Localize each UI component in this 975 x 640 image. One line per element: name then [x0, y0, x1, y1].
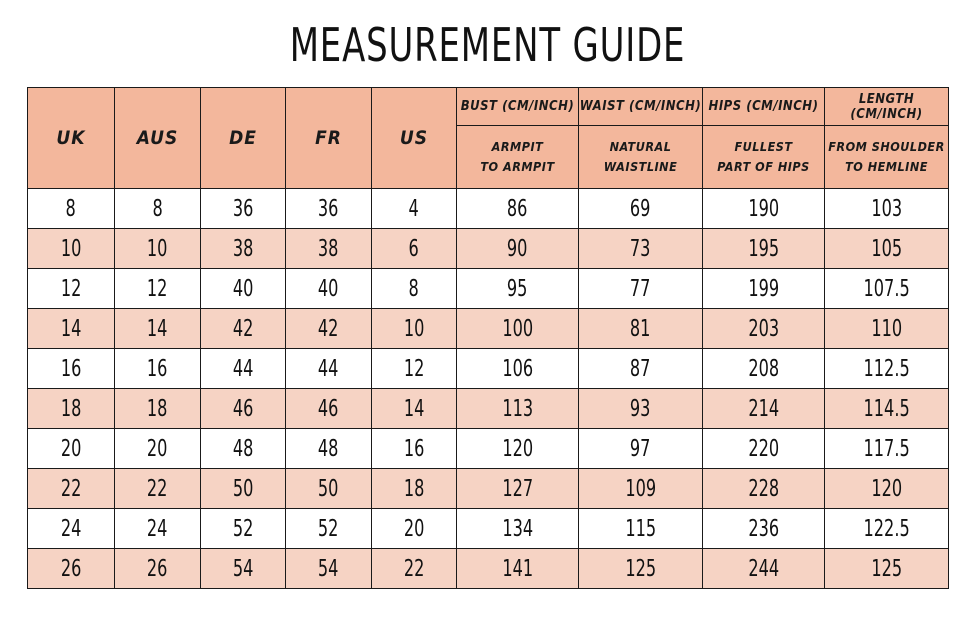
cell-value: 77 — [630, 275, 651, 302]
cell-us — [372, 229, 457, 269]
cell-length — [825, 469, 949, 509]
cell-value: 14 — [147, 315, 168, 342]
cell-value: 107.5 — [863, 275, 910, 302]
cell-value: 20 — [60, 435, 82, 462]
cell-value: 16 — [147, 355, 168, 382]
cell-de — [201, 349, 286, 389]
cell-hips — [703, 189, 825, 229]
subheader-waist-line1: NATURAL — [609, 139, 672, 155]
cell-de — [201, 549, 286, 589]
cell-fr — [286, 269, 372, 309]
cell-value: 105 — [871, 235, 902, 262]
cell-bust — [457, 349, 579, 389]
cell-value: 38 — [318, 235, 339, 262]
cell-waist — [579, 509, 703, 549]
cell-value: 120 — [502, 435, 533, 462]
cell-value: 22 — [403, 555, 425, 582]
cell-value: 22 — [60, 475, 82, 502]
cell-value: 115 — [625, 515, 656, 542]
subheader-bust-line2: TO ARMPIT — [480, 159, 555, 175]
cell-value: 52 — [232, 515, 254, 542]
cell-waist — [579, 549, 703, 589]
cell-value: 4 — [408, 195, 420, 222]
cell-hips — [703, 309, 825, 349]
cell-value: 110 — [871, 315, 902, 342]
cell-value: 125 — [625, 555, 656, 582]
cell-uk — [28, 309, 115, 349]
cell-us — [372, 509, 457, 549]
cell-uk — [28, 429, 115, 469]
cell-fr — [286, 469, 372, 509]
cell-value: 228 — [748, 475, 779, 502]
table-row — [28, 429, 949, 469]
cell-aus — [115, 429, 201, 469]
cell-fr — [286, 189, 372, 229]
cell-aus — [115, 389, 201, 429]
cell-length — [825, 349, 949, 389]
cell-value: 10 — [403, 315, 425, 342]
cell-value: 12 — [147, 275, 168, 302]
cell-us — [372, 429, 457, 469]
subheader-bust-line1: ARMPIT — [491, 139, 544, 155]
cell-value: 40 — [318, 275, 339, 302]
subheader-hips-line1: FULLEST — [734, 139, 793, 155]
cell-de — [201, 509, 286, 549]
cell-hips — [703, 469, 825, 509]
cell-de — [201, 189, 286, 229]
cell-value: 18 — [147, 395, 168, 422]
cell-bust — [457, 309, 579, 349]
table-row — [28, 229, 949, 269]
cell-length — [825, 429, 949, 469]
cell-value: 86 — [507, 195, 528, 222]
cell-value: 24 — [147, 515, 168, 542]
header-waist: WAIST (CM/INCH) — [579, 88, 703, 126]
cell-value: 24 — [60, 515, 82, 542]
cell-value: 117.5 — [863, 435, 910, 462]
cell-value: 12 — [403, 355, 425, 382]
cell-waist — [579, 469, 703, 509]
cell-uk — [28, 189, 115, 229]
cell-de — [201, 429, 286, 469]
cell-value: 220 — [748, 435, 779, 462]
cell-value: 90 — [507, 235, 528, 262]
cell-us — [372, 269, 457, 309]
cell-aus — [115, 229, 201, 269]
cell-value: 114.5 — [863, 395, 910, 422]
table-row — [28, 509, 949, 549]
cell-value: 8 — [152, 195, 163, 222]
subheader-hips-line2: PART OF HIPS — [717, 159, 810, 175]
cell-hips — [703, 389, 825, 429]
cell-us — [372, 469, 457, 509]
table-row — [28, 349, 949, 389]
subheader-waist — [579, 126, 703, 189]
cell-value: 10 — [60, 235, 82, 262]
subheader-length — [825, 126, 949, 189]
cell-length — [825, 229, 949, 269]
cell-value: 18 — [60, 395, 82, 422]
cell-value: 6 — [408, 235, 420, 262]
table-row — [28, 309, 949, 349]
cell-uk — [28, 269, 115, 309]
cell-aus — [115, 349, 201, 389]
cell-waist — [579, 229, 703, 269]
cell-de — [201, 229, 286, 269]
cell-uk — [28, 229, 115, 269]
cell-value: 81 — [630, 315, 651, 342]
cell-us — [372, 389, 457, 429]
cell-value: 236 — [748, 515, 779, 542]
cell-aus — [115, 189, 201, 229]
table-row — [28, 189, 949, 229]
cell-value: 112.5 — [863, 355, 910, 382]
table-row — [28, 549, 949, 589]
header-de: DE — [201, 88, 286, 189]
cell-value: 40 — [232, 275, 254, 302]
cell-fr — [286, 349, 372, 389]
cell-aus — [115, 309, 201, 349]
cell-hips — [703, 269, 825, 309]
cell-aus — [115, 269, 201, 309]
cell-us — [372, 309, 457, 349]
cell-value: 214 — [748, 395, 779, 422]
cell-value: 190 — [748, 195, 779, 222]
subheader-length-line1: FROM SHOULDER — [828, 139, 945, 155]
cell-value: 20 — [403, 515, 425, 542]
cell-value: 14 — [60, 315, 82, 342]
cell-waist — [579, 309, 703, 349]
measurement-table — [27, 87, 949, 589]
cell-value: 42 — [318, 315, 339, 342]
table-row — [28, 469, 949, 509]
cell-aus — [115, 549, 201, 589]
table-row — [28, 269, 949, 309]
cell-value: 48 — [232, 435, 254, 462]
cell-fr — [286, 549, 372, 589]
cell-value: 44 — [318, 355, 339, 382]
cell-value: 244 — [748, 555, 779, 582]
cell-hips — [703, 509, 825, 549]
cell-value: 195 — [748, 235, 779, 262]
cell-value: 38 — [232, 235, 254, 262]
cell-de — [201, 269, 286, 309]
cell-bust — [457, 389, 579, 429]
cell-fr — [286, 389, 372, 429]
cell-fr — [286, 309, 372, 349]
cell-value: 26 — [147, 555, 168, 582]
cell-value: 73 — [630, 235, 651, 262]
header-aus: AUS — [115, 88, 201, 189]
cell-value: 69 — [630, 195, 651, 222]
cell-value: 36 — [232, 195, 254, 222]
cell-value: 46 — [318, 395, 339, 422]
cell-de — [201, 469, 286, 509]
cell-value: 50 — [318, 475, 339, 502]
cell-bust — [457, 229, 579, 269]
cell-value: 52 — [318, 515, 339, 542]
header-hips: HIPS (CM/INCH) — [703, 88, 825, 126]
cell-value: 8 — [65, 195, 77, 222]
cell-value: 109 — [625, 475, 656, 502]
cell-value: 26 — [60, 555, 82, 582]
cell-us — [372, 549, 457, 589]
cell-length — [825, 189, 949, 229]
cell-value: 36 — [318, 195, 339, 222]
header-uk: UK — [28, 88, 115, 189]
cell-us — [372, 349, 457, 389]
cell-value: 46 — [232, 395, 254, 422]
cell-waist — [579, 389, 703, 429]
cell-value: 10 — [147, 235, 168, 262]
cell-value: 22 — [147, 475, 168, 502]
cell-length — [825, 549, 949, 589]
cell-waist — [579, 269, 703, 309]
subheader-bust — [457, 126, 579, 189]
cell-bust — [457, 469, 579, 509]
cell-value: 54 — [318, 555, 339, 582]
cell-hips — [703, 429, 825, 469]
subheader-hips — [703, 126, 825, 189]
cell-bust — [457, 549, 579, 589]
cell-value: 20 — [147, 435, 168, 462]
cell-value: 199 — [748, 275, 779, 302]
cell-value: 113 — [502, 395, 533, 422]
cell-bust — [457, 509, 579, 549]
cell-bust — [457, 429, 579, 469]
cell-value: 12 — [60, 275, 82, 302]
cell-value: 87 — [630, 355, 651, 382]
cell-value: 125 — [871, 555, 902, 582]
table-body — [28, 189, 949, 589]
cell-waist — [579, 429, 703, 469]
cell-aus — [115, 469, 201, 509]
subheader-length-line2: TO HEMLINE — [845, 159, 928, 175]
header-fr: FR — [286, 88, 372, 189]
cell-value: 203 — [748, 315, 779, 342]
cell-value: 141 — [502, 555, 533, 582]
cell-value: 95 — [507, 275, 528, 302]
cell-waist — [579, 349, 703, 389]
cell-value: 106 — [502, 355, 533, 382]
cell-value: 14 — [403, 395, 425, 422]
cell-length — [825, 389, 949, 429]
cell-uk — [28, 549, 115, 589]
cell-value: 48 — [318, 435, 339, 462]
cell-length — [825, 309, 949, 349]
cell-value: 8 — [408, 275, 420, 302]
cell-value: 120 — [871, 475, 902, 502]
cell-value: 97 — [630, 435, 651, 462]
cell-value: 103 — [871, 195, 902, 222]
cell-value: 134 — [502, 515, 533, 542]
cell-de — [201, 389, 286, 429]
cell-de — [201, 309, 286, 349]
cell-uk — [28, 509, 115, 549]
page-title: MEASUREMENT GUIDE — [289, 18, 686, 72]
header-bust: BUST (CM/INCH) — [457, 88, 579, 126]
cell-length — [825, 269, 949, 309]
cell-length — [825, 509, 949, 549]
cell-hips — [703, 349, 825, 389]
cell-bust — [457, 189, 579, 229]
cell-value: 93 — [630, 395, 651, 422]
cell-uk — [28, 469, 115, 509]
cell-value: 42 — [232, 315, 254, 342]
cell-uk — [28, 389, 115, 429]
cell-value: 16 — [60, 355, 82, 382]
cell-value: 54 — [232, 555, 254, 582]
cell-value: 44 — [232, 355, 254, 382]
cell-us — [372, 189, 457, 229]
cell-bust — [457, 269, 579, 309]
cell-value: 18 — [403, 475, 425, 502]
cell-uk — [28, 349, 115, 389]
cell-fr — [286, 229, 372, 269]
header-us: US — [372, 88, 457, 189]
cell-value: 127 — [502, 475, 533, 502]
cell-value: 100 — [502, 315, 533, 342]
cell-value: 208 — [748, 355, 779, 382]
cell-hips — [703, 229, 825, 269]
cell-waist — [579, 189, 703, 229]
header-length: LENGTH (CM/INCH) — [825, 88, 949, 126]
cell-value: 122.5 — [863, 515, 910, 542]
cell-value: 16 — [403, 435, 425, 462]
cell-hips — [703, 549, 825, 589]
subheader-waist-line2: WAISTLINE — [603, 159, 678, 175]
cell-fr — [286, 429, 372, 469]
cell-fr — [286, 509, 372, 549]
cell-aus — [115, 509, 201, 549]
cell-value: 50 — [232, 475, 254, 502]
table-row — [28, 389, 949, 429]
